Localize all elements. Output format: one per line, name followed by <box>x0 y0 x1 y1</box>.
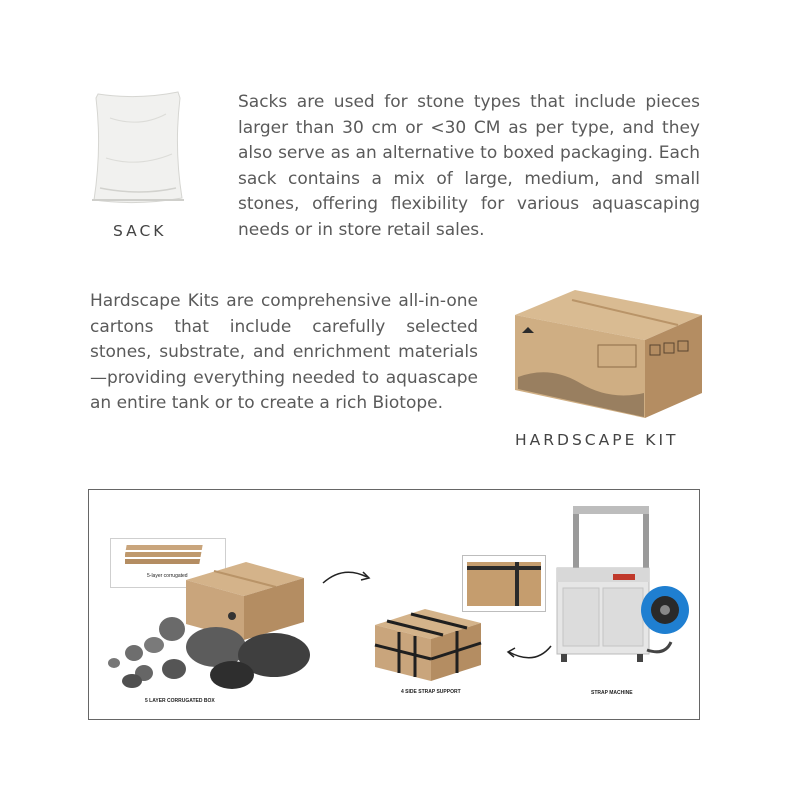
stones-image <box>104 617 314 697</box>
machine-label: STRAP MACHINE <box>591 690 633 696</box>
strapped-box-image <box>373 607 483 682</box>
sack-description: Sacks are used for stone types that include pieces larger than 30 cm or <30 CM as per type, and they also serve as an alternative to boxed packaging. Each sack contains a mix of large, medium, and small stones, offering flexibility for various aquascaping needs or in store retail sales. <box>238 92 700 240</box>
arrow-right-icon <box>319 565 375 587</box>
sack-image <box>90 88 186 210</box>
kit-description: Hardscape Kits are comprehensive all-in-one cartons that include carefully selected stones, substrate, and enrichment materials —providing everything needed to aquascape an entire tank or to create a rich Biotope. <box>90 291 478 414</box>
hardscape-kit-box-image <box>510 285 705 420</box>
packaging-process-figure <box>88 489 700 720</box>
strapped-box-inset <box>462 555 546 612</box>
box-label: 5 LAYER CORRUGATED BOX <box>145 698 215 704</box>
kit-caption: HARDSCAPE KIT <box>515 431 679 449</box>
corrugated-inset-label: 5-layer corrugated <box>147 573 188 579</box>
sack-caption: SACK <box>113 222 167 240</box>
strap-label: 4 SIDE STRAP SUPPORT <box>401 689 461 695</box>
strap-machine-image <box>547 502 697 667</box>
